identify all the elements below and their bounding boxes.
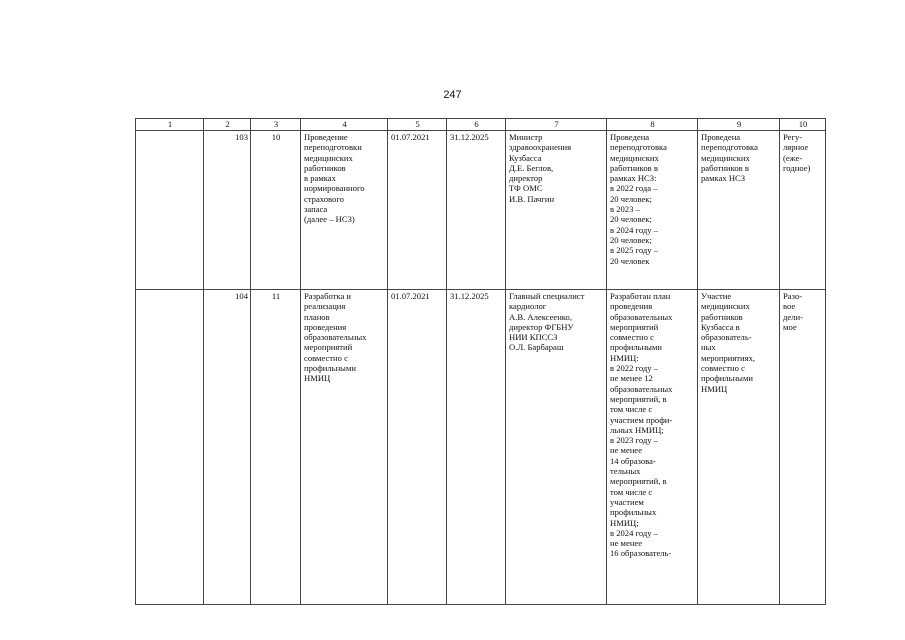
page-number: 247 <box>443 89 462 101</box>
cell-result: Разработан план проведения образовательных мероприятий совместно с профильными НМИЦ: в 2022 году – не менее 12 образовательных мероприятий, в том числе с участием профи- льных НМИЦ; в 2023 году – не менее 14 образова- тельных мероприятий, в том числе с участием профильных НМИЦ; в 2024 году – не менее 16 образователь- <box>607 290 698 605</box>
header-row <box>136 119 826 131</box>
cell-periodicity: Регу- лярное (еже- годное) <box>780 131 826 290</box>
table-row <box>136 131 826 290</box>
header-col-2: 2 <box>204 119 251 131</box>
cell-indicator: Участие медицинских работников Кузбасса в образователь- ных мероприятиях, совместно с профильными НМИЦ <box>698 290 780 605</box>
header-col-4: 4 <box>301 119 388 131</box>
header-col-3: 3 <box>251 119 301 131</box>
header-col-1: 1 <box>136 119 204 131</box>
cell-periodicity: Разо- вое дели- мое <box>780 290 826 605</box>
cell-item-number: 11 <box>251 290 301 605</box>
header-col-7: 7 <box>506 119 607 131</box>
cell-end-date: 31.12.2025 <box>447 290 506 605</box>
cell-end-date: 31.12.2025 <box>447 131 506 290</box>
cell-result: Проведена переподготовка медицинских работников в рамках НСЗ: в 2022 года – 20 человек; в 2023 – 20 человек; в 2024 году – 20 человек; в 2025 году – 20 человек <box>607 131 698 290</box>
cell-start-date: 01.07.2021 <box>388 290 447 605</box>
cell-col-1 <box>136 131 204 290</box>
header-col-8: 8 <box>607 119 698 131</box>
cell-activity: Проведение переподготовки медицинских работников в рамках нормированного страхового запаса (далее – НСЗ) <box>301 131 388 290</box>
cell-col-1 <box>136 290 204 605</box>
header-col-5: 5 <box>388 119 447 131</box>
cell-indicator: Проведена переподготовка медицинских работников в рамках НСЗ <box>698 131 780 290</box>
header-col-10: 10 <box>780 119 826 131</box>
header-col-6: 6 <box>447 119 506 131</box>
cell-row-number: 104 <box>204 290 251 605</box>
cell-item-number: 10 <box>251 131 301 290</box>
cell-responsible: Министр здравоохранения Кузбасса Д.Е. Беглов, директор ТФ ОМС И.В. Пачгин <box>506 131 607 290</box>
cell-responsible: Главный специалист кардиолог А.В. Алексеенко, директор ФГБНУ НИИ КПССЗ О.Л. Барбараш <box>506 290 607 605</box>
cell-row-number: 103 <box>204 131 251 290</box>
cell-activity: Разработка и реализация планов проведения образовательных мероприятий совместно с профильными НМИЦ <box>301 290 388 605</box>
cell-start-date: 01.07.2021 <box>388 131 447 290</box>
table-row <box>136 290 826 605</box>
header-col-9: 9 <box>698 119 780 131</box>
plan-table <box>135 118 826 605</box>
